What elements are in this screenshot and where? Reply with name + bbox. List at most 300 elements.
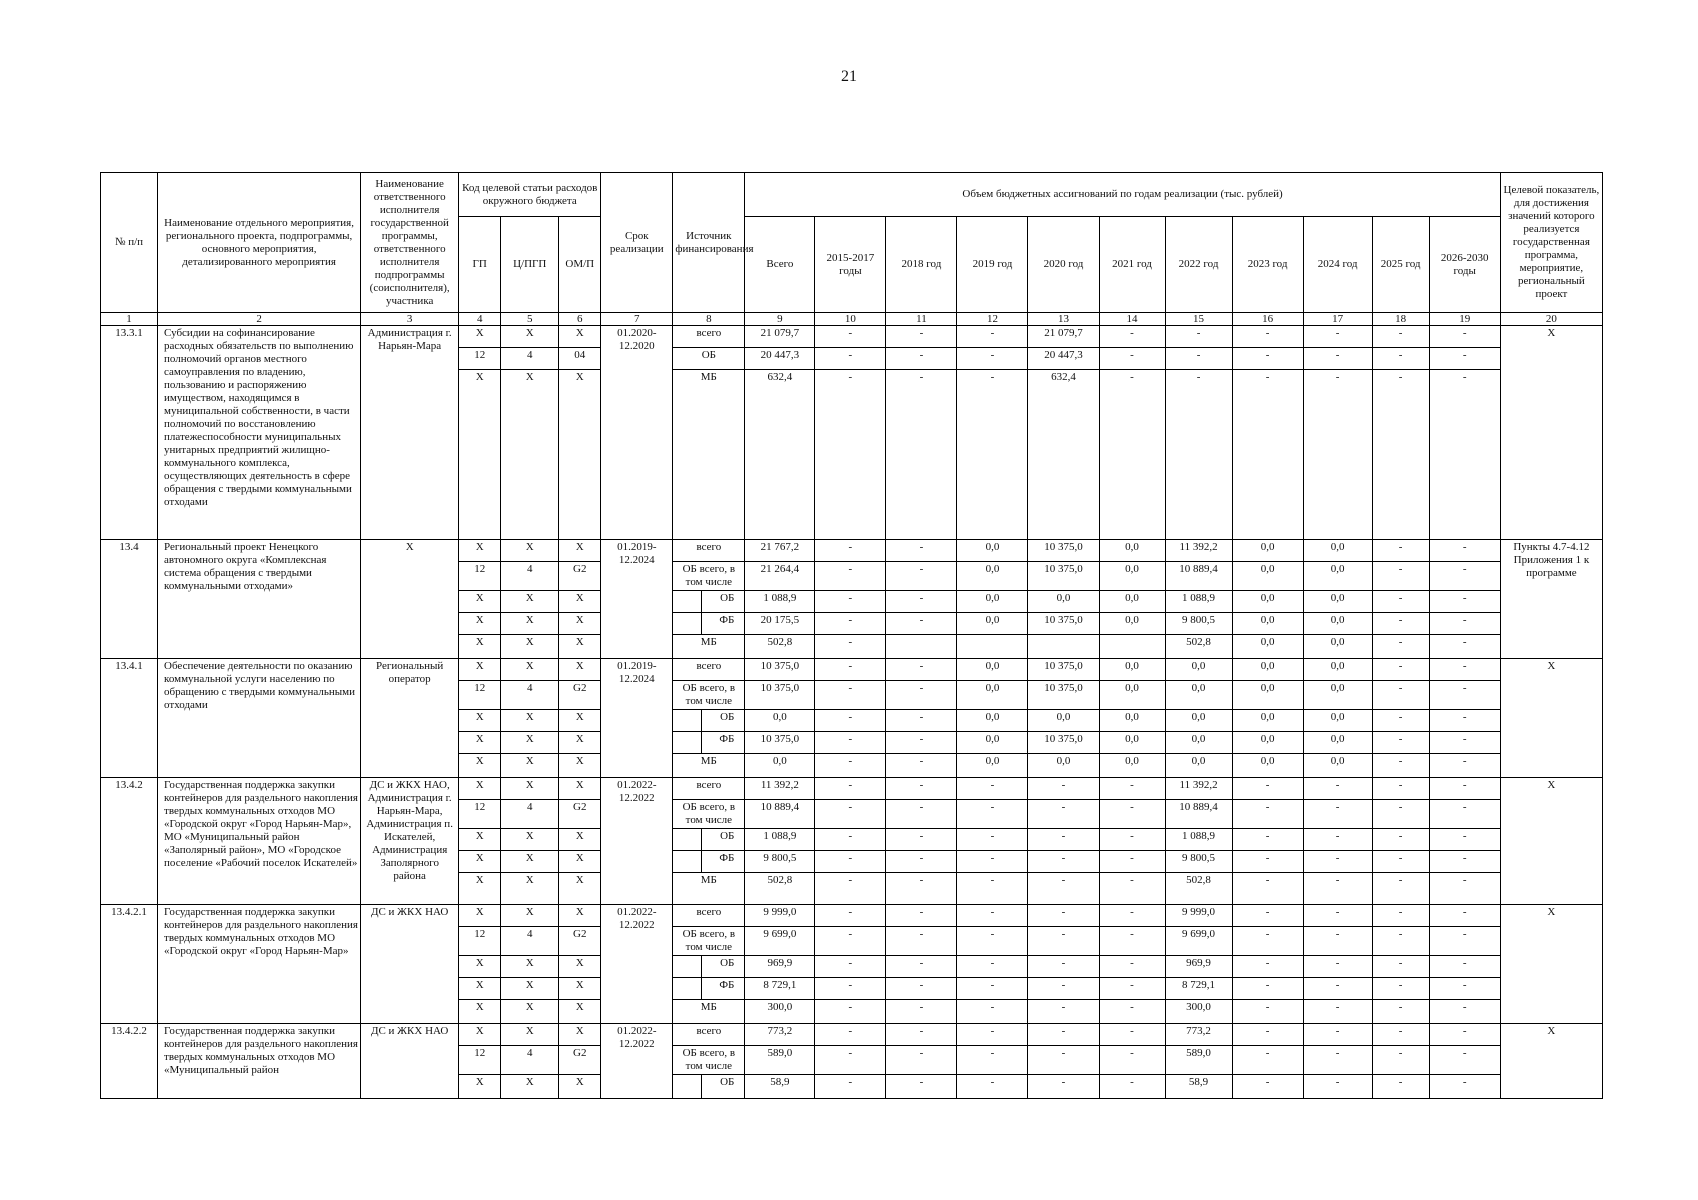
- value-year: 969,9: [1165, 956, 1232, 978]
- value-total: 10 375,0: [745, 659, 815, 681]
- funding-source: всего: [673, 1024, 745, 1046]
- value-year: -: [1372, 829, 1429, 851]
- value-year: -: [886, 956, 957, 978]
- code-cpgp: X: [501, 613, 559, 635]
- value-year: -: [1372, 681, 1429, 710]
- code-gp: 12: [459, 927, 501, 956]
- column-number: 6: [559, 313, 601, 326]
- value-year: 502,8: [1165, 873, 1232, 905]
- column-number: 3: [361, 313, 459, 326]
- value-year: 10 375,0: [1028, 540, 1099, 562]
- value-year: -: [815, 1000, 886, 1024]
- value-year: -: [815, 732, 886, 754]
- code-omp: X: [559, 591, 601, 613]
- value-year: 632,4: [1028, 370, 1099, 540]
- value-year: -: [1372, 326, 1429, 348]
- value-year: -: [1429, 326, 1500, 348]
- value-year: -: [886, 1000, 957, 1024]
- code-cpgp: X: [501, 978, 559, 1000]
- value-year: -: [1429, 659, 1500, 681]
- code-cpgp: X: [501, 326, 559, 348]
- value-year: -: [957, 873, 1028, 905]
- value-total: 58,9: [745, 1075, 815, 1099]
- value-year: -: [886, 348, 957, 370]
- value-year: -: [1099, 829, 1165, 851]
- code-cpgp: X: [501, 905, 559, 927]
- value-year: -: [1232, 851, 1303, 873]
- value-year: -: [815, 370, 886, 540]
- column-number: 19: [1429, 313, 1500, 326]
- value-year: -: [1028, 978, 1099, 1000]
- value-year: -: [1372, 710, 1429, 732]
- value-year: 0,0: [957, 659, 1028, 681]
- value-year: -: [815, 348, 886, 370]
- value-year: -: [815, 1046, 886, 1075]
- code-omp: X: [559, 540, 601, 562]
- value-year: -: [886, 978, 957, 1000]
- value-year: -: [815, 613, 886, 635]
- value-year: -: [886, 1075, 957, 1099]
- value-year: -: [1429, 370, 1500, 540]
- value-year: -: [957, 800, 1028, 829]
- code-omp: X: [559, 905, 601, 927]
- funding-source: ФБ: [702, 613, 745, 635]
- value-year: -: [1372, 732, 1429, 754]
- value-year: -: [1429, 348, 1500, 370]
- value-year: -: [815, 873, 886, 905]
- page-number: 21: [841, 68, 857, 85]
- row-target: X: [1500, 326, 1602, 540]
- code-gp: X: [459, 829, 501, 851]
- value-year: -: [1303, 348, 1372, 370]
- funding-source: ОБ всего, в том числе: [673, 1046, 745, 1075]
- value-year: -: [815, 1075, 886, 1099]
- code-gp: X: [459, 873, 501, 905]
- header-code-group: Код целевой статьи расходов окружного бюджета: [459, 173, 601, 217]
- value-year: 0,0: [957, 754, 1028, 778]
- value-year: 0,0: [1165, 732, 1232, 754]
- code-gp: X: [459, 591, 501, 613]
- value-year: -: [1372, 956, 1429, 978]
- value-total: 20 175,5: [745, 613, 815, 635]
- value-year: -: [815, 829, 886, 851]
- value-year: -: [1303, 1000, 1372, 1024]
- value-year: -: [1232, 778, 1303, 800]
- row-name: Субсидии на софинансирование расходных обязательств по выполнению полномочий органов местного самоуправления по владению, пользованию и распоряжению имуществом, находящимся в муниципальной собственности, в части полномочий по восстановлению платежеспособности муниципальных унитарных предприятий жилищно-коммунального комплекса, осуществляющих деятельность в сфере обращения с твердыми коммунальными отходами: [158, 326, 361, 540]
- value-year: 0,0: [1232, 562, 1303, 591]
- value-year: -: [815, 659, 886, 681]
- value-year: -: [1372, 613, 1429, 635]
- value-year: -: [1303, 978, 1372, 1000]
- value-year: 0,0: [1303, 635, 1372, 659]
- value-year: -: [886, 778, 957, 800]
- value-year: -: [1165, 326, 1232, 348]
- code-omp: X: [559, 873, 601, 905]
- value-year: -: [815, 540, 886, 562]
- value-year: -: [815, 956, 886, 978]
- value-year: 0,0: [1099, 562, 1165, 591]
- value-year: 0,0: [1303, 591, 1372, 613]
- value-total: 10 889,4: [745, 800, 815, 829]
- value-year: -: [1232, 956, 1303, 978]
- value-year: -: [1303, 778, 1372, 800]
- value-total: 9 999,0: [745, 905, 815, 927]
- value-year: 1 088,9: [1165, 591, 1232, 613]
- row-number: 13.4.2: [101, 778, 158, 905]
- row-executor: ДС и ЖКХ НАО, Администрация г. Нарьян-Мара, Администрация п. Искателей, Администрация Заполярного района: [361, 778, 459, 905]
- value-total: 9 699,0: [745, 927, 815, 956]
- header-col-omp: ОМ/П: [559, 217, 601, 313]
- value-year: -: [1372, 905, 1429, 927]
- column-number: 13: [1028, 313, 1099, 326]
- value-year: 0,0: [957, 732, 1028, 754]
- header-volume-group: Объем бюджетных ассигнований по годам реализации (тыс. рублей): [745, 173, 1500, 217]
- code-omp: G2: [559, 800, 601, 829]
- code-omp: X: [559, 635, 601, 659]
- code-gp: X: [459, 710, 501, 732]
- code-omp: G2: [559, 1046, 601, 1075]
- value-year: -: [1099, 873, 1165, 905]
- value-year: -: [1099, 927, 1165, 956]
- value-year: -: [886, 905, 957, 927]
- value-year: 0,0: [957, 591, 1028, 613]
- header-year: 2023 год: [1232, 217, 1303, 313]
- value-year: -: [886, 1046, 957, 1075]
- row-period: 01.2019-12.2024: [601, 659, 673, 778]
- value-year: 0,0: [1232, 732, 1303, 754]
- funding-source: всего: [673, 540, 745, 562]
- header-year: 2025 год: [1372, 217, 1429, 313]
- code-omp: 04: [559, 348, 601, 370]
- value-year: -: [886, 851, 957, 873]
- value-year: 0,0: [1165, 754, 1232, 778]
- table-row: [101, 905, 1603, 927]
- value-year: -: [1099, 326, 1165, 348]
- value-year: -: [815, 800, 886, 829]
- table-row: [101, 540, 1603, 562]
- code-omp: G2: [559, 562, 601, 591]
- value-year: -: [1099, 851, 1165, 873]
- header-year: 2015-2017 годы: [815, 217, 886, 313]
- column-number: 1: [101, 313, 158, 326]
- value-year: -: [957, 927, 1028, 956]
- funding-source: ОБ: [702, 591, 745, 613]
- code-gp: X: [459, 1075, 501, 1099]
- value-year: -: [1429, 613, 1500, 635]
- value-year: 773,2: [1165, 1024, 1232, 1046]
- value-total: 589,0: [745, 1046, 815, 1075]
- value-year: -: [1372, 978, 1429, 1000]
- source-indent: [673, 829, 702, 851]
- value-year: -: [957, 1000, 1028, 1024]
- value-year: -: [1028, 1024, 1099, 1046]
- value-year: 10 375,0: [1028, 732, 1099, 754]
- value-year: [957, 635, 1028, 659]
- value-year: -: [1303, 800, 1372, 829]
- value-year: -: [886, 927, 957, 956]
- row-target: X: [1500, 905, 1602, 1024]
- value-year: -: [1232, 905, 1303, 927]
- row-period: 01.2020-12.2020: [601, 326, 673, 540]
- value-year: 11 392,2: [1165, 778, 1232, 800]
- code-cpgp: 4: [501, 927, 559, 956]
- value-year: 9 699,0: [1165, 927, 1232, 956]
- header-col-name: Наименование отдельного мероприятия, регионального проекта, подпрограммы, основного мероприятия, детализированного мероприятия: [158, 173, 361, 313]
- code-gp: X: [459, 778, 501, 800]
- code-omp: X: [559, 659, 601, 681]
- row-target: X: [1500, 659, 1602, 778]
- table-row: [101, 1024, 1603, 1046]
- value-year: 9 800,5: [1165, 613, 1232, 635]
- row-name: Государственная поддержка закупки контейнеров для раздельного накопления твердых коммунальных отходов МО «Городской округ «Город Нарьян-Мар», МО «Муниципальный район «Заполярный район», МО «Городское поселение «Рабочий поселок Искателей»: [158, 778, 361, 905]
- funding-source: ОБ: [702, 956, 745, 978]
- row-period: 01.2022-12.2022: [601, 1024, 673, 1099]
- value-year: -: [957, 956, 1028, 978]
- value-year: -: [1099, 978, 1165, 1000]
- code-gp: X: [459, 326, 501, 348]
- value-year: -: [886, 1024, 957, 1046]
- value-year: -: [1028, 851, 1099, 873]
- header-col-period: Срок реализации: [601, 173, 673, 313]
- value-year: 0,0: [957, 681, 1028, 710]
- funding-source: ФБ: [702, 732, 745, 754]
- value-year: -: [1099, 956, 1165, 978]
- value-year: -: [815, 591, 886, 613]
- table-row: [101, 659, 1603, 681]
- header-year: 2026-2030 годы: [1429, 217, 1500, 313]
- value-year: -: [957, 829, 1028, 851]
- code-gp: X: [459, 370, 501, 540]
- value-year: -: [1099, 1024, 1165, 1046]
- value-year: -: [1429, 956, 1500, 978]
- value-year: 0,0: [957, 710, 1028, 732]
- value-year: -: [1028, 873, 1099, 905]
- value-year: -: [815, 326, 886, 348]
- value-year: 0,0: [1099, 754, 1165, 778]
- value-year: 0,0: [1232, 613, 1303, 635]
- value-total: 10 375,0: [745, 681, 815, 710]
- value-year: -: [815, 778, 886, 800]
- source-indent: [673, 591, 702, 613]
- column-number-row: [101, 313, 1603, 326]
- funding-source: ОБ всего, в том числе: [673, 800, 745, 829]
- row-executor: ДС и ЖКХ НАО: [361, 1024, 459, 1099]
- value-year: -: [1232, 370, 1303, 540]
- code-gp: X: [459, 978, 501, 1000]
- value-year: 0,0: [1232, 635, 1303, 659]
- value-year: 300,0: [1165, 1000, 1232, 1024]
- value-year: -: [1372, 1000, 1429, 1024]
- source-indent: [673, 710, 702, 732]
- code-gp: X: [459, 1000, 501, 1024]
- value-total: 0,0: [745, 754, 815, 778]
- code-cpgp: X: [501, 591, 559, 613]
- code-gp: X: [459, 851, 501, 873]
- value-year: -: [886, 873, 957, 905]
- code-omp: X: [559, 1000, 601, 1024]
- value-year: 0,0: [1232, 681, 1303, 710]
- value-year: -: [1372, 635, 1429, 659]
- value-year: -: [1303, 370, 1372, 540]
- code-gp: X: [459, 613, 501, 635]
- value-year: -: [957, 1024, 1028, 1046]
- header-col-cpgp: Ц/ПГП: [501, 217, 559, 313]
- value-year: -: [1429, 540, 1500, 562]
- funding-source: МБ: [673, 635, 745, 659]
- table-row: [101, 778, 1603, 800]
- value-year: 0,0: [957, 540, 1028, 562]
- value-year: -: [1028, 1046, 1099, 1075]
- value-year: -: [1372, 754, 1429, 778]
- funding-source: ФБ: [702, 851, 745, 873]
- value-year: -: [1372, 659, 1429, 681]
- value-year: -: [1028, 800, 1099, 829]
- value-total: 502,8: [745, 873, 815, 905]
- value-total: 10 375,0: [745, 732, 815, 754]
- value-year: -: [886, 613, 957, 635]
- value-year: -: [1028, 829, 1099, 851]
- value-year: -: [886, 710, 957, 732]
- funding-source: всего: [673, 778, 745, 800]
- code-gp: X: [459, 1024, 501, 1046]
- value-year: -: [1429, 851, 1500, 873]
- code-omp: X: [559, 956, 601, 978]
- value-year: -: [1099, 348, 1165, 370]
- funding-source: МБ: [673, 873, 745, 905]
- code-gp: 12: [459, 562, 501, 591]
- row-period: 01.2022-12.2022: [601, 778, 673, 905]
- value-year: 10 375,0: [1028, 681, 1099, 710]
- column-number: 5: [501, 313, 559, 326]
- value-year: 0,0: [1232, 591, 1303, 613]
- value-year: -: [1165, 348, 1232, 370]
- value-year: -: [1372, 591, 1429, 613]
- funding-source: ОБ: [702, 829, 745, 851]
- value-year: 0,0: [1232, 659, 1303, 681]
- value-year: -: [1429, 754, 1500, 778]
- source-indent: [673, 1075, 702, 1099]
- value-year: 21 079,7: [1028, 326, 1099, 348]
- row-target: X: [1500, 1024, 1602, 1099]
- code-gp: X: [459, 754, 501, 778]
- code-omp: X: [559, 710, 601, 732]
- funding-source: ОБ всего, в том числе: [673, 927, 745, 956]
- value-year: 10 889,4: [1165, 800, 1232, 829]
- value-year: -: [815, 1024, 886, 1046]
- row-executor: Региональный оператор: [361, 659, 459, 778]
- value-year: -: [957, 778, 1028, 800]
- value-year: -: [1372, 851, 1429, 873]
- value-year: -: [1165, 370, 1232, 540]
- code-omp: X: [559, 370, 601, 540]
- funding-source: всего: [673, 905, 745, 927]
- source-indent: [673, 613, 702, 635]
- column-number: 12: [957, 313, 1028, 326]
- value-year: -: [886, 540, 957, 562]
- column-number: 16: [1232, 313, 1303, 326]
- source-indent: [673, 732, 702, 754]
- value-total: 21 767,2: [745, 540, 815, 562]
- value-year: -: [957, 1075, 1028, 1099]
- code-gp: 12: [459, 348, 501, 370]
- value-year: -: [1099, 1075, 1165, 1099]
- value-year: -: [1028, 1000, 1099, 1024]
- value-year: -: [1099, 370, 1165, 540]
- value-year: 11 392,2: [1165, 540, 1232, 562]
- value-total: 1 088,9: [745, 829, 815, 851]
- value-year: 9 999,0: [1165, 905, 1232, 927]
- code-cpgp: X: [501, 540, 559, 562]
- table-body: [101, 326, 1603, 1099]
- value-year: -: [1372, 927, 1429, 956]
- code-cpgp: 4: [501, 562, 559, 591]
- value-year: -: [1429, 562, 1500, 591]
- column-number: 20: [1500, 313, 1602, 326]
- code-cpgp: X: [501, 778, 559, 800]
- source-indent: [673, 956, 702, 978]
- value-year: -: [886, 591, 957, 613]
- row-target: X: [1500, 778, 1602, 905]
- value-year: 0,0: [1099, 613, 1165, 635]
- column-number: 15: [1165, 313, 1232, 326]
- value-year: -: [1232, 1046, 1303, 1075]
- value-year: -: [886, 370, 957, 540]
- code-gp: X: [459, 732, 501, 754]
- value-year: -: [1429, 1075, 1500, 1099]
- value-year: -: [1429, 873, 1500, 905]
- value-year: 0,0: [957, 613, 1028, 635]
- value-year: -: [957, 905, 1028, 927]
- value-year: -: [1232, 829, 1303, 851]
- value-year: [1099, 635, 1165, 659]
- value-year: [1028, 635, 1099, 659]
- value-year: -: [957, 1046, 1028, 1075]
- value-year: -: [1372, 540, 1429, 562]
- code-cpgp: 4: [501, 1046, 559, 1075]
- code-omp: X: [559, 851, 601, 873]
- header-col-source: Источник финансирования: [673, 173, 745, 313]
- value-year: 0,0: [1028, 710, 1099, 732]
- value-year: -: [1028, 1075, 1099, 1099]
- code-gp: X: [459, 956, 501, 978]
- code-cpgp: X: [501, 829, 559, 851]
- code-gp: X: [459, 540, 501, 562]
- row-executor: ДС и ЖКХ НАО: [361, 905, 459, 1024]
- value-year: 0,0: [1099, 540, 1165, 562]
- column-number: 2: [158, 313, 361, 326]
- value-year: 8 729,1: [1165, 978, 1232, 1000]
- column-number: 9: [745, 313, 815, 326]
- value-year: -: [1232, 800, 1303, 829]
- value-year: -: [1372, 1046, 1429, 1075]
- code-gp: 12: [459, 800, 501, 829]
- value-year: 10 375,0: [1028, 613, 1099, 635]
- value-year: -: [1372, 562, 1429, 591]
- header-year: 2020 год: [1028, 217, 1099, 313]
- code-cpgp: 4: [501, 348, 559, 370]
- value-year: 9 800,5: [1165, 851, 1232, 873]
- value-year: -: [815, 562, 886, 591]
- value-year: 0,0: [1303, 681, 1372, 710]
- value-year: -: [815, 851, 886, 873]
- value-total: 1 088,9: [745, 591, 815, 613]
- value-year: -: [1099, 1000, 1165, 1024]
- value-year: -: [886, 732, 957, 754]
- header-col-gp: ГП: [459, 217, 501, 313]
- value-year: -: [1429, 905, 1500, 927]
- funding-source: всего: [673, 659, 745, 681]
- funding-source: ФБ: [702, 978, 745, 1000]
